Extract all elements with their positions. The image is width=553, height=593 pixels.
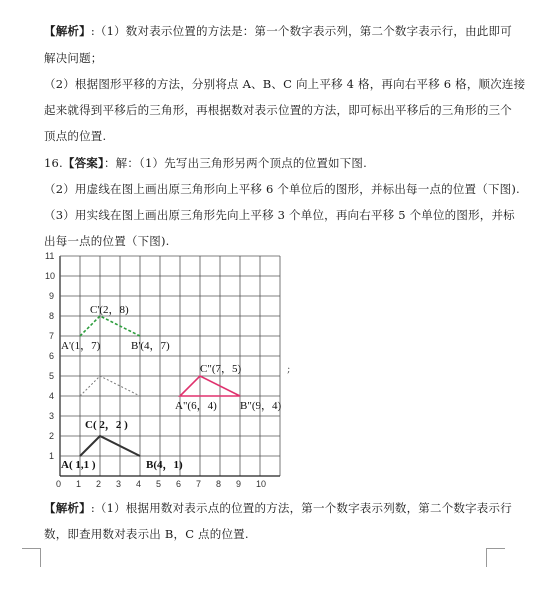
- crop-mark-right: [486, 548, 505, 567]
- answer-tag: 【答案】: [62, 156, 104, 170]
- x-tick-label: 2: [96, 479, 102, 489]
- a-label: A( 1,1 ): [61, 459, 96, 471]
- y-tick-label: 11: [45, 251, 55, 261]
- question-number: 16.: [44, 156, 63, 170]
- b-double-prime-label: B"(9，4): [240, 400, 282, 412]
- analysis-line-1b: 解决问题；: [44, 51, 103, 65]
- b-prime-label: B'(4，7): [131, 340, 170, 352]
- x-tick-label: 10: [256, 479, 267, 489]
- c-label: C( 2，2 ): [85, 419, 128, 431]
- analysis-line-3: [44, 500, 512, 516]
- x-tick-label: 5: [156, 479, 162, 489]
- crop-mark-left: [22, 548, 41, 567]
- y-tick-label: 10: [45, 271, 56, 281]
- analysis-tag: 【解析】: [44, 24, 91, 38]
- analysis-line-2c: 顶点的位置.: [44, 129, 107, 143]
- dotted-triangle: [80, 376, 140, 396]
- y-tick-label: 8: [49, 311, 55, 321]
- x-tick-label: 6: [176, 479, 182, 489]
- x-tick-label: 7: [196, 479, 202, 489]
- y-tick-label: 9: [49, 291, 55, 301]
- x-tick-label: 9: [236, 479, 242, 489]
- c-double-prime-label: C"(7，5): [200, 363, 242, 375]
- analysis-line-3b: 数，即查用数对表示出 B，C 点的位置.: [44, 527, 249, 541]
- answer-text: ：解：（1）先写出三角形另两个顶点的位置如下图.: [103, 156, 367, 170]
- analysis-tag-2: 【解析】: [44, 501, 91, 515]
- analysis-line-2b: 起来就得到平移后的三角形，再根据数对表示位置的方法，即可标出平移后的三角形的三个: [44, 103, 512, 117]
- translated-right-triangle: [180, 376, 240, 396]
- x-tick-label: 4: [136, 479, 142, 489]
- analysis-line-2: （2）根据图形平移的方法，分别将点 A、B、C 向上平移 4 格，再向右平移 6 格，顺次连接: [44, 77, 526, 91]
- y-tick-label: 4: [49, 391, 55, 401]
- original-triangle: [80, 436, 140, 456]
- y-tick-label: 1: [49, 451, 55, 461]
- translated-up-triangle: [80, 316, 140, 336]
- c-prime-label: C'(2，8): [90, 304, 129, 316]
- question-16-part3b: 出每一点的位置（下图).: [44, 234, 170, 248]
- a-double-prime-label: A"(6，4): [175, 400, 217, 412]
- y-tick-label: 6: [49, 351, 55, 361]
- question-16-part2: （2）用虚线在图上画出原三角形向上平移 6 个单位后的图形，并标出每一点的位置（下图).: [44, 182, 520, 196]
- a-prime-label: A'(1，7): [61, 340, 101, 352]
- stray-semicolon: ;: [287, 364, 291, 375]
- y-tick-label: 5: [49, 371, 55, 381]
- x-tick-label: 1: [76, 479, 82, 489]
- y-tick-label: 2: [49, 431, 55, 441]
- y-tick-label: 7: [49, 331, 55, 341]
- b-label: B(4，1): [146, 459, 183, 471]
- x-tick-label: 8: [216, 479, 222, 489]
- analysis-text: :（1）数对表示位置的方法是：第一个数字表示列，第二个数字表示行，由此即可: [90, 24, 512, 38]
- x-tick-label: 3: [116, 479, 122, 489]
- analysis-text-2: :（1）根据用数对表示点的位置的方法，第一个数字表示列数，第二个数字表示行: [90, 501, 512, 515]
- y-tick-label: 3: [49, 411, 55, 421]
- question-16-part3: （3）用实线在图上画出原三角形先向上平移 3 个单位，再向右平移 5 个单位的图形，并标: [44, 208, 515, 222]
- x-tick-label: 0: [56, 479, 62, 489]
